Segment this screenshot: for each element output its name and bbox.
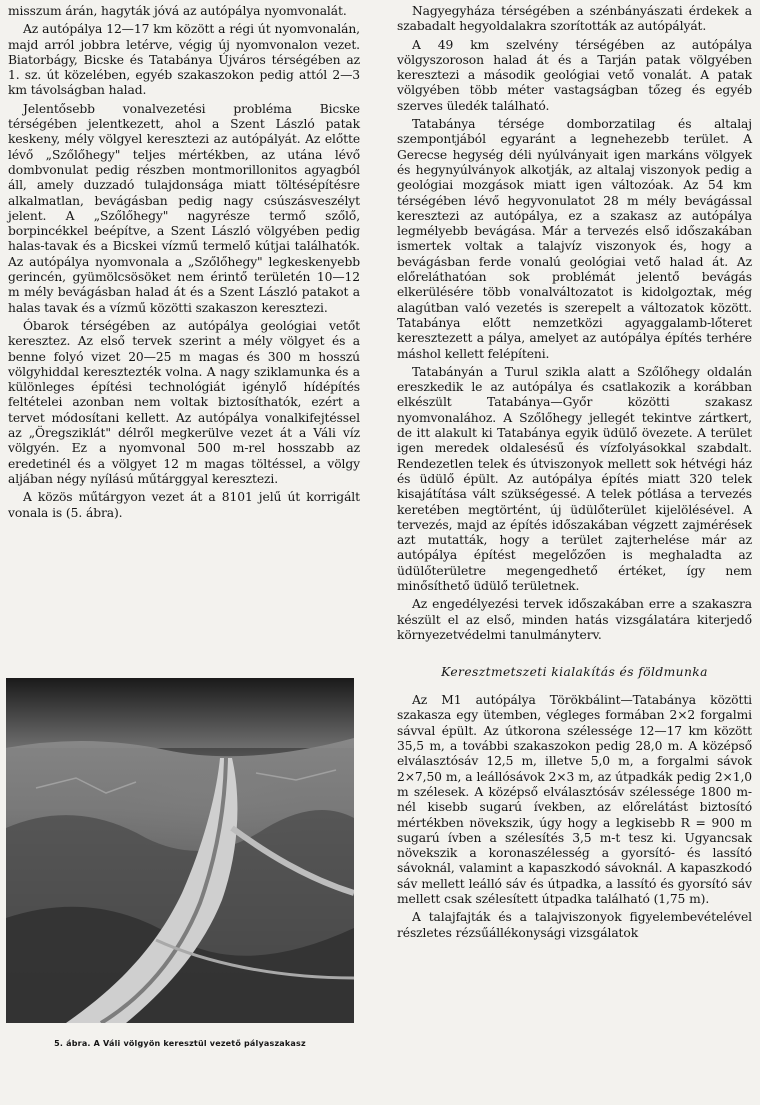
- highway-aerial-photo: [6, 678, 354, 1023]
- paragraph: Az autópálya 12—17 km között a régi út nyomvonalán, majd arról jobbra letérve, végig új nyomvonalon vezet. Biatorbágy, Bicske és Tatabánya Újváros térségében az 1. sz. út közelében, egyéb szakaszokon pedig attól 2—3 km távolságban halad.: [8, 22, 360, 98]
- paragraph: A talajfajták és a talajviszonyok figyelembevételével részletes rézsűállékonysági vizsgálatok: [397, 910, 752, 940]
- highway-illustration: [6, 678, 354, 1023]
- paragraph: Nagyegyháza térségében a szénbányászati érdekek a szabadalt hegyoldalakra szorították az autópályát.: [397, 4, 752, 34]
- paragraph: Jelentősebb vonalvezetési probléma Bicske térségében jelentkezett, ahol a Szent László patak keskeny, mély völgyel keresztezi az autópályát. Az előtte lévő „Szőlőhegy" teljes mértékben, az utána lévő dombvonulat pedig részben montmorillonitos agyagból áll, amely duzzadó tulajdonsága miatt töltésépítésre alkalmatlan, bevágásban pedig nagy csúszásveszélyt jelent. A „Szőlőhegy" nagyrésze termő szőlő, borpincékkel beépítve, a Szent László völgyében pedig halas-tavak és a Bicskei vízmű termelő kútjai találhatók. Az autópálya nyomvonala a „Szőlőhegy" legkeskenyebb gerincén, gyümölcsösöket nem érintő területén 10—12 m mély bevágásban halad át és a Szent László patakot a halas tavak és a vízmű közötti szakaszon keresztezi.: [8, 101, 360, 315]
- paragraph: A 49 km szelvény térségében az autópálya völgyszoroson halad át és a Tarján patak völgyében keresztezi a második geológiai vető vonalát. A patak völgyében több méter vastagságban tőzeg és egyéb szerves üledék található.: [397, 37, 752, 113]
- paragraph: Óbarok térségében az autópálya geológiai vetőt keresztez. Az első tervek szerint a mély völgyet és a benne folyó vizet 20—25 m magas és 300 m hosszú völgyhiddal keresztezték volna. A nagy sziklamunka és a különleges építési technológiát igénylő hídépítés feltételei azonban nem voltak biztosíthatók, ezért a tervet módosítani kellett. Az autópálya vonalkifejtéssel az „Öregsziklát" délről megkerülve vezet át a Váli víz völgyén. Ez a nyomvonal 500 m-rel hosszabb az eredetinél és a völgyet 12 m magas töltéssel, a völgy aljában négy nyílású műtárggyal keresztezi.: [8, 318, 360, 486]
- section-heading: Keresztmetszeti kialakítás és földmunka: [441, 665, 708, 680]
- paragraph: Tatabányán a Turul szikla alatt a Szőlőhegy oldalán ereszkedik le az autópálya és csatlakozik a korábban elkészült Tatabánya—Győr közötti szakasz nyomvonalához. A Szőlőhegy jellegét tekintve zártkert, de itt alakult ki Tatabánya egyik üdülő övezete. A terület igen meredek oldalesésű és vízfolyásokkal szabdalt. Rendezetlen telek és útviszonyok mellett sok hétvégi ház és üdülő épült. Az autópálya építés miatt 320 telek kisajátítása vált szükségessé. A telek pótlása a tervezés keretében megtörtént, új üdülőterület kijelölésével. A tervezés, majd az építés időszakában végzett zajmérések azt mutatták, hogy a terület zajterhelése már az autópálya építést megelőzően is meghaladta az üdülőterületre megengedhető értéket, így nem minősíthető üdülő területnek.: [397, 364, 752, 593]
- figure-caption: 5. ábra. A Váli völgyön keresztül vezető pályaszakasz: [54, 1039, 306, 1048]
- left-column: [8, 4, 360, 521]
- figure-5: [6, 678, 354, 1048]
- paragraph: Az engedélyezési tervek időszakában erre a szakaszra készült el az első, minden hatás vizsgálatára kiterjedő környezetvédelmi tanulmányterv.: [397, 597, 752, 642]
- paragraph: misszum árán, hagyták jóvá az autópálya nyomvonalát.: [8, 4, 347, 18]
- paragraph: Tatabánya térsége domborzatilag és altalaj szempontjából egyaránt a legnehezebb terület. A Gerecse hegység déli nyúlványait igen markáns völgyek és hegynyúlványok alkotják, az altalaj viszonyok pedig a geológiai mozgások miatt igen változóak. Az 54 km térségében lévő hegyvonulatot 28 m mély bevágással keresztezi az autópálya, ez a szakasz az autópálya legmélyebb bevágása. Már a tervezés első időszakában ismertek voltak a talajvíz viszonyok és, hogy a bevágásban ferde vonalú geológiai vető halad át. Az előreláthatóan sok problémát jelentő bevágás elkerülésére több vonalváltozatot is kidolgoztak, még alagútban való vezetés is szerepelt a változatok között. Tatabánya előtt nemzetközi agyaggalamb-lőteret keresztezett a pálya, amelyet az autópálya építés terhére máshol kellett felépíteni.: [397, 117, 752, 361]
- paragraph: Az M1 autópálya Törökbálint—Tatabánya közötti szakasza egy ütemben, végleges formában 2×2 forgalmi sávval épült. Az útkorona szélessége 12—17 km között 35,5 m, a további szakaszokon pedig 28,0 m. A középső elválasztósáv 12,5 m, illetve 5,0 m, a forgalmi sávok 2×7,50 m, a leállósávok 2×3 m, az útpadkák pedig 2×1,0 m szélesek. A középső elválasztósáv szélessége 1800 m-nél kisebb sugarú ívekben, az előrelátást biztosító mértékben növekszik, úgy hogy a legkisebb R = 900 m sugarú ívben a szélesítés 3,5 m-t tesz ki. Ugyancsak növekszik a koronaszélesség a gyorsító- és lassító sávoknál, valamint a kapaszkodó sávoknál. A kapaszkodó sáv mellett leálló sáv és útpadka, a lassító és gyorsító sáv mellett csak szélesített útpadka található (1,75 m).: [397, 693, 752, 907]
- paragraph: A közös műtárgyon vezet át a 8101 jelű út korrigált vonala is (5. ábra).: [8, 490, 360, 520]
- right-column: [397, 4, 752, 941]
